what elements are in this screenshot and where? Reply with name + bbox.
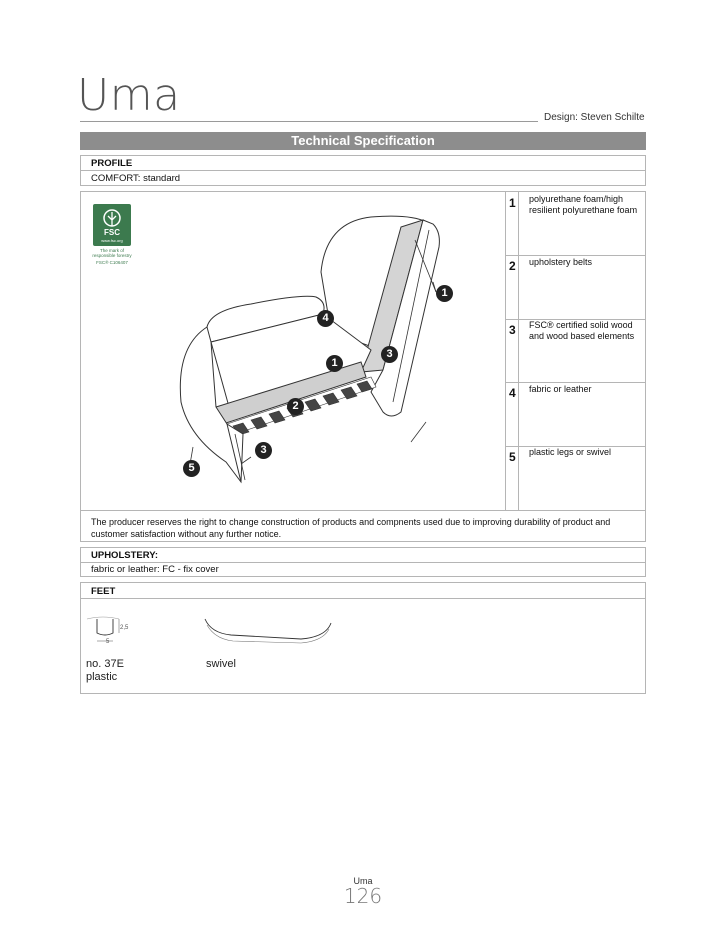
- leg-height-dimension: 2,5: [120, 625, 129, 631]
- profile-section: [80, 155, 646, 186]
- callout-1-back: 1: [436, 285, 453, 302]
- fsc-logo: [93, 204, 131, 246]
- divider: [81, 598, 645, 599]
- divider: [81, 562, 645, 563]
- title-divider: [80, 121, 538, 122]
- divider: [81, 510, 645, 511]
- legend-text: FSC® certified solid wood and wood based elements: [529, 320, 635, 341]
- divider: [506, 382, 646, 383]
- feet-label: FEET: [91, 586, 116, 597]
- legend-text: polyurethane foam/high resilient polyurethane foam: [529, 194, 638, 215]
- footer-product-name: Uma: [353, 876, 373, 886]
- legend-text: plastic legs or swivel: [529, 447, 612, 457]
- construction-section: [80, 191, 646, 542]
- upholstery-label: UPHOLSTERY:: [91, 550, 159, 561]
- fsc-site: www.fsc.org: [101, 238, 123, 243]
- legend-number: 2: [509, 259, 516, 273]
- comfort-value: COMFORT: standard: [91, 173, 181, 184]
- profile-label: PROFILE: [91, 158, 133, 169]
- legend-number: 4: [509, 386, 516, 400]
- callout-3-back: 3: [381, 346, 398, 363]
- callout-4: 4: [317, 310, 334, 327]
- upholstery-value: fabric or leather: FC - fix cover: [91, 564, 219, 575]
- callout-2: 2: [287, 398, 304, 415]
- feet-item-name: swivel: [206, 658, 236, 670]
- fsc-caption: The mark of responsible forestry: [92, 248, 132, 258]
- legend-text: fabric or leather: [529, 384, 592, 394]
- divider: [506, 255, 646, 256]
- callout-1-seat: 1: [326, 355, 343, 372]
- section-banner: Technical Specification: [80, 132, 646, 150]
- swivel-drawing: [201, 617, 336, 647]
- upholstery-section: [80, 547, 646, 577]
- legend-number: 3: [509, 323, 516, 337]
- feet-item-material: plastic: [86, 671, 118, 683]
- designer-credit: Design: Steven Schilte: [544, 112, 645, 123]
- legend-number: 5: [509, 450, 516, 464]
- legend-number-column-divider: [518, 192, 519, 510]
- fsc-code: FSC® C106407: [96, 260, 128, 265]
- fsc-brand: FSC: [104, 228, 120, 237]
- feet-item-name: no. 37E: [86, 658, 124, 670]
- callout-5: 5: [183, 460, 200, 477]
- plastic-leg-drawing: [85, 615, 135, 651]
- divider: [81, 170, 645, 171]
- legend-text: upholstery belts: [529, 257, 593, 267]
- legend-table: [505, 192, 646, 510]
- page-title: Uma: [77, 70, 181, 121]
- chair-construction-diagram: [171, 202, 506, 492]
- construction-notice: The producer reserves the right to change construction of products and compnents used due to improving durability of product and customer satisfaction without any further notice.: [91, 517, 611, 539]
- legend-number: 1: [509, 196, 516, 210]
- leg-width-dimension: 5: [106, 639, 110, 645]
- feet-section: [80, 582, 646, 694]
- callout-3-front: 3: [255, 442, 272, 459]
- page-number: 126: [343, 884, 383, 908]
